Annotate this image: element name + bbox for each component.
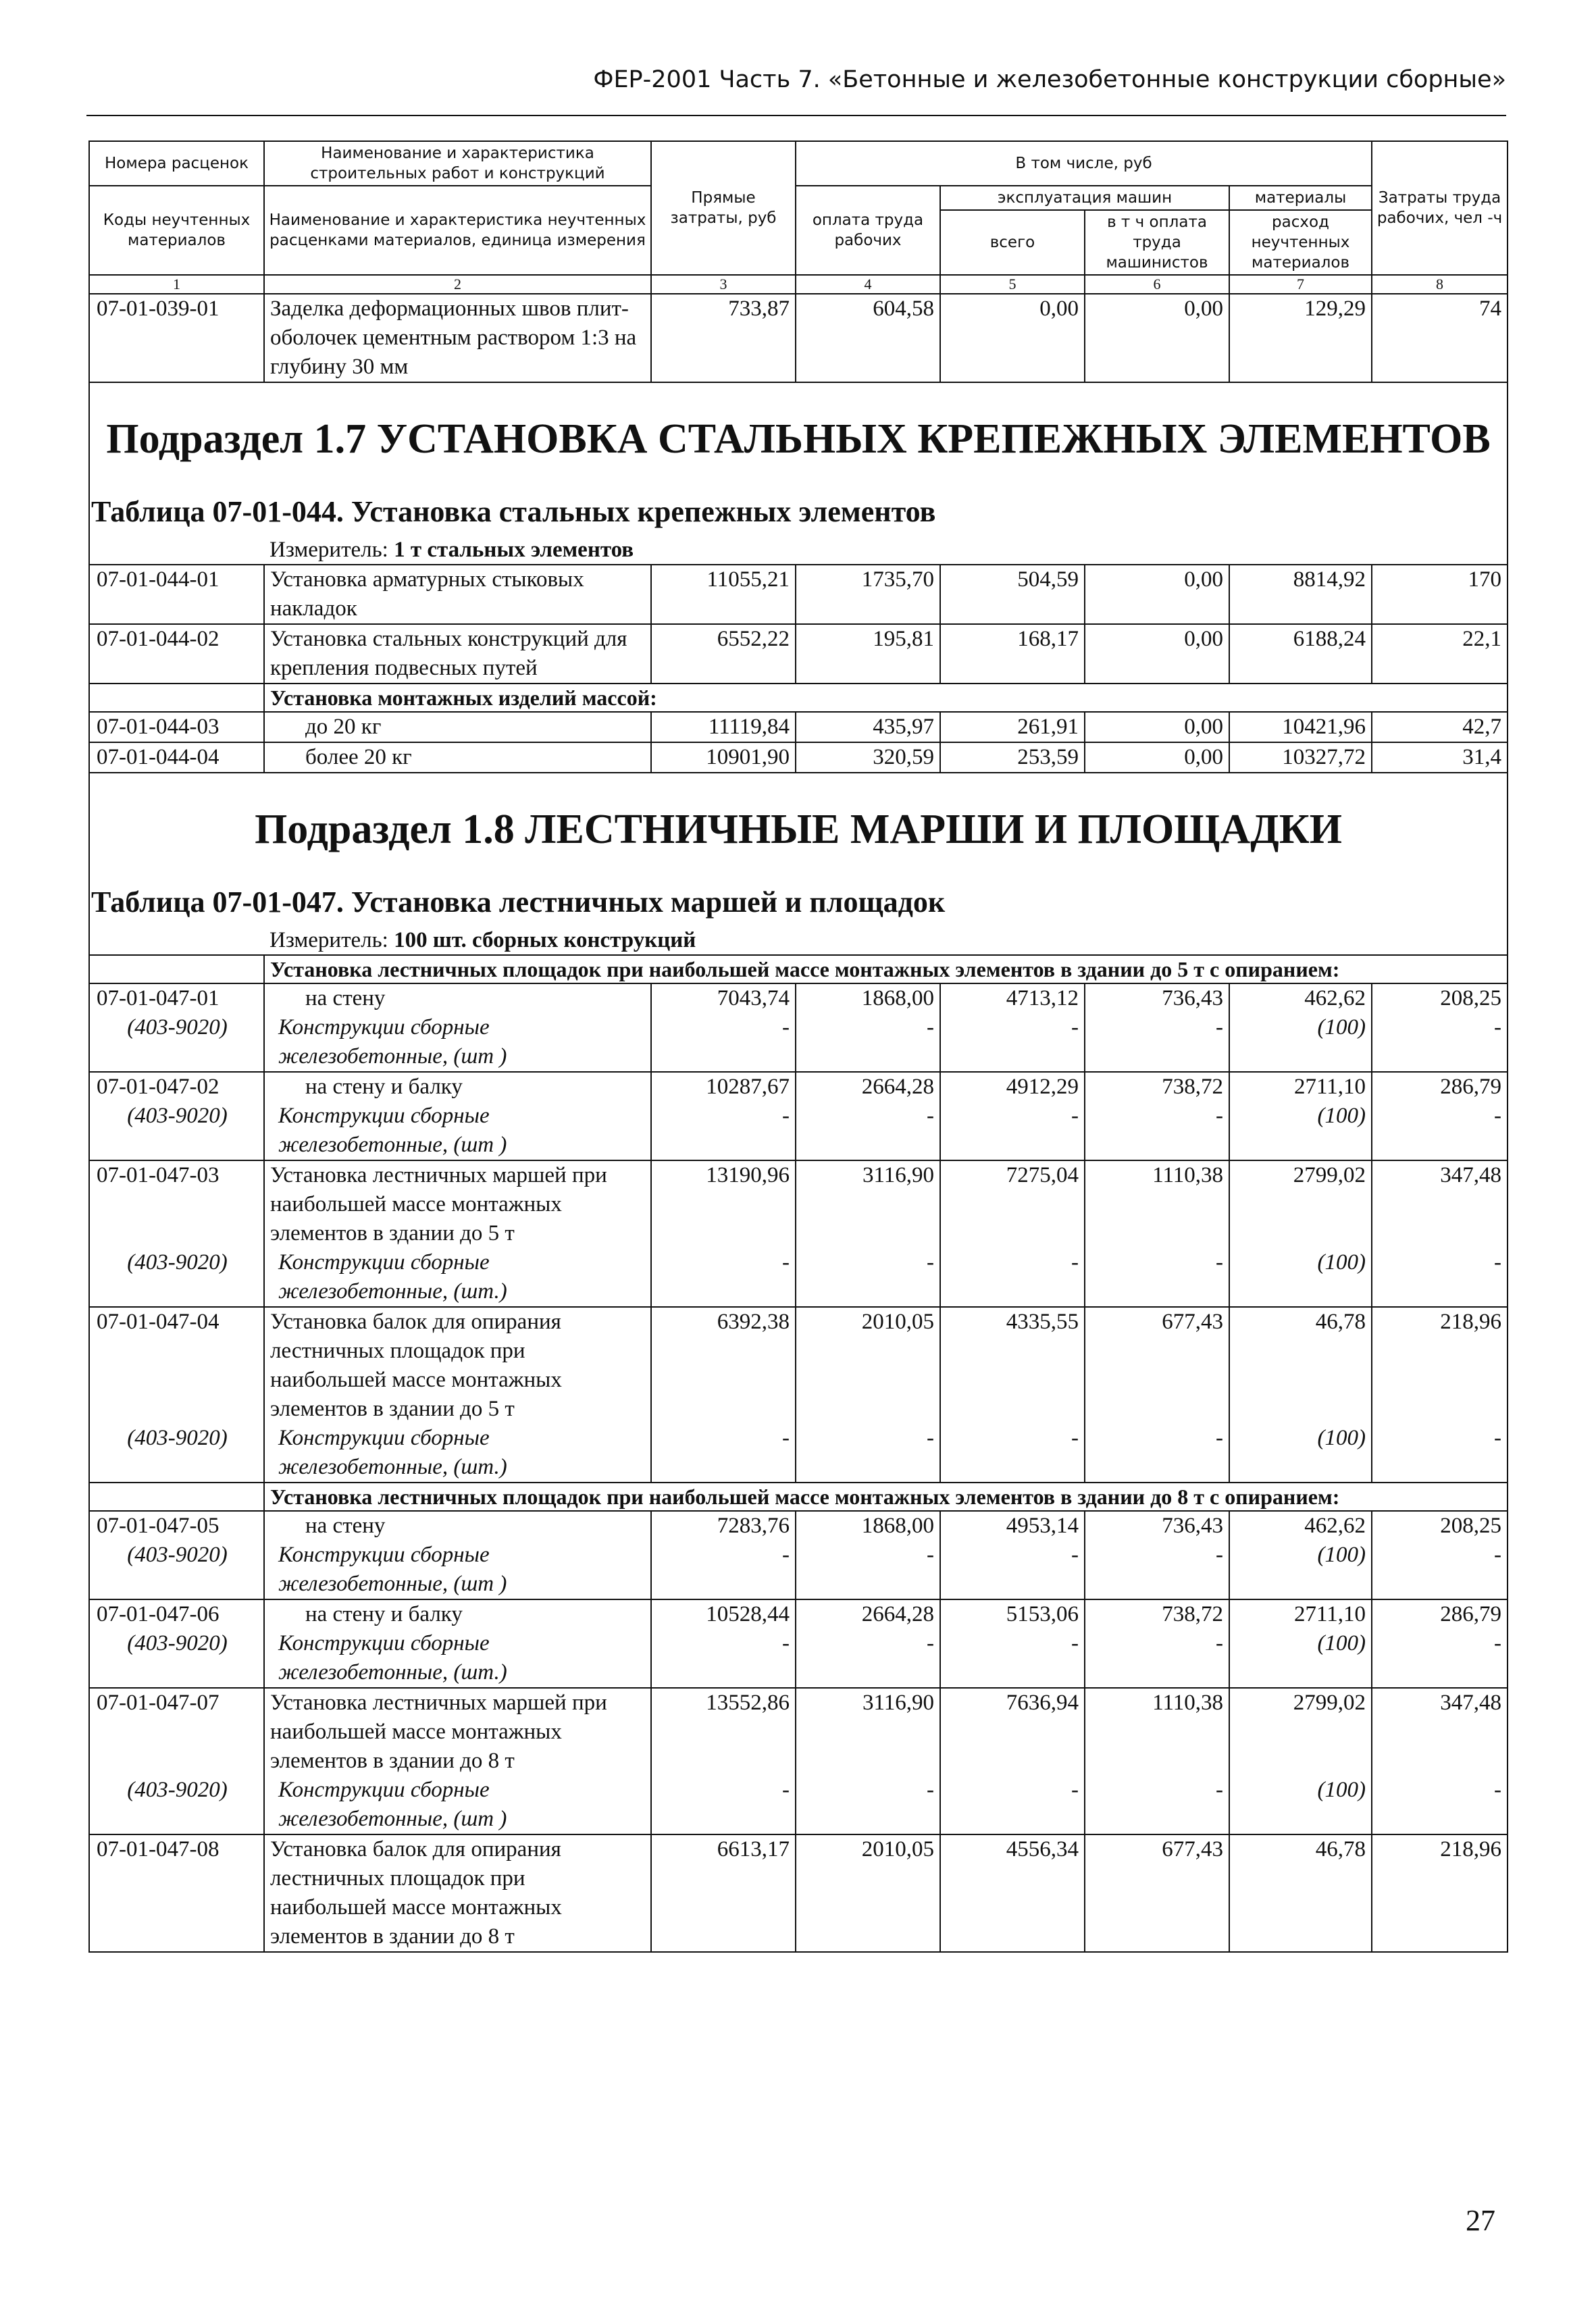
cell-mach-total: 504,59 xyxy=(940,565,1085,624)
cell-labor: 22,1 xyxy=(1372,624,1508,684)
cell-mach-total: 7275,04 xyxy=(940,1160,1085,1248)
cell-mach-pay: 736,43 xyxy=(1085,983,1229,1013)
rate-code: 07-01-047-01 xyxy=(89,983,264,1013)
cell-dash: - xyxy=(1372,1424,1508,1483)
cell-labor: 347,48 xyxy=(1372,1160,1508,1248)
cell-pay: 3116,90 xyxy=(796,1160,940,1248)
cell-dash: - xyxy=(940,1776,1085,1834)
header-row-mid xyxy=(89,186,1508,210)
table-row xyxy=(89,294,1508,382)
table-row xyxy=(89,565,1508,624)
cell-labor: 170 xyxy=(1372,565,1508,624)
rate-name: Установка лестничных маршей при наибольшей массе монтажных элементов в здании до 5 т xyxy=(264,1160,651,1248)
cell-dash: - xyxy=(651,1102,796,1160)
subsection-title: Подраздел 1.7 УСТАНОВКА СТАЛЬНЫХ КРЕПЕЖНЫХ ЭЛЕМЕНТОВ xyxy=(89,382,1508,483)
cell-pay: 2010,05 xyxy=(796,1307,940,1424)
cell-dash: - xyxy=(651,1776,796,1834)
cell-dash: - xyxy=(1372,1248,1508,1307)
cell-pay: 1868,00 xyxy=(796,1511,940,1541)
rate-name: на стену xyxy=(264,983,651,1013)
cell-dash: - xyxy=(796,1013,940,1072)
cell-direct: 11055,21 xyxy=(651,565,796,624)
cell-dash: - xyxy=(1085,1102,1229,1160)
header-materials: материалы xyxy=(1229,186,1372,210)
measure-row xyxy=(89,926,1508,955)
rate-code: 07-01-047-06 xyxy=(89,1599,264,1629)
cell-mach-total: 5153,06 xyxy=(940,1599,1085,1629)
cell-mach-pay: 736,43 xyxy=(1085,1511,1229,1541)
cell-labor: 42,7 xyxy=(1372,712,1508,742)
group-heading-row xyxy=(89,684,1508,712)
cell-direct: 7283,76 xyxy=(651,1511,796,1541)
group-heading: Установка лестничных площадок при наибольшей массе монтажных элементов в здании до 8 т с опиранием: xyxy=(264,1483,1508,1511)
cell-mach-total: 4713,12 xyxy=(940,983,1085,1013)
cell-dash: - xyxy=(940,1424,1085,1483)
cell-pay: 195,81 xyxy=(796,624,940,684)
cell-mach-pay: 0,00 xyxy=(1085,742,1229,773)
header-col2-top: Наименование и характеристика строительных работ и конструкций xyxy=(264,141,651,186)
rate-code: 07-01-047-08 xyxy=(89,1834,264,1952)
cell-dash: - xyxy=(796,1424,940,1483)
cell-labor: 208,25 xyxy=(1372,1511,1508,1541)
cell-mach-total: 4556,34 xyxy=(940,1834,1085,1952)
material-code: (403-9020) xyxy=(89,1013,264,1072)
rate-code: 07-01-044-03 xyxy=(89,712,264,742)
cell-direct: 733,87 xyxy=(651,294,796,382)
cell-labor: 218,96 xyxy=(1372,1307,1508,1424)
header-mach-pay: в т ч оплата труда машинистов xyxy=(1085,210,1229,275)
cell-material-qty: (100) xyxy=(1229,1541,1372,1599)
cell-material-qty: (100) xyxy=(1229,1776,1372,1834)
cell-dash: - xyxy=(796,1248,940,1307)
cell-mach-total: 4335,55 xyxy=(940,1307,1085,1424)
measure xyxy=(264,926,1508,955)
cell-dash: - xyxy=(940,1013,1085,1072)
group-heading-row xyxy=(89,1483,1508,1511)
cell-dash: - xyxy=(796,1102,940,1160)
header-col1-bottom: Коды неучтенных материалов xyxy=(89,186,264,275)
table-row xyxy=(89,1834,1508,1952)
cell-direct: 7043,74 xyxy=(651,983,796,1013)
cell-labor: 218,96 xyxy=(1372,1834,1508,1952)
cell-dash: - xyxy=(1085,1541,1229,1599)
material-name: Конструкции сборные железобетонные, (шт ) xyxy=(264,1013,651,1072)
cell-dash: - xyxy=(1085,1776,1229,1834)
cell-dash: - xyxy=(1372,1776,1508,1834)
cell-mach-pay: 0,00 xyxy=(1085,294,1229,382)
cell-dash: - xyxy=(940,1248,1085,1307)
rate-code: 07-01-044-02 xyxy=(89,624,264,684)
cell-direct: 13552,86 xyxy=(651,1688,796,1776)
material-code: (403-9020) xyxy=(89,1776,264,1834)
rate-name: на стену и балку xyxy=(264,1599,651,1629)
rate-name: Установка лестничных маршей при наибольшей массе монтажных элементов в здании до 8 т xyxy=(264,1688,651,1776)
cell-materials: 462,62 xyxy=(1229,983,1372,1013)
cell-materials: 8814,92 xyxy=(1229,565,1372,624)
header-rule xyxy=(86,115,1506,116)
cell-dash: - xyxy=(1372,1541,1508,1599)
group-heading: Установка монтажных изделий массой: xyxy=(264,684,1508,712)
table-row xyxy=(89,742,1508,773)
cell-dash: - xyxy=(940,1541,1085,1599)
page-number: 27 xyxy=(1466,2204,1495,2237)
rate-code: 07-01-044-01 xyxy=(89,565,264,624)
cell-dash: - xyxy=(651,1424,796,1483)
cell-dash: - xyxy=(1085,1013,1229,1072)
cell-materials: 6188,24 xyxy=(1229,624,1372,684)
header-mat-use: расход неучтенных материалов xyxy=(1229,210,1372,275)
col-number: 4 xyxy=(796,275,940,294)
cell-pay: 435,97 xyxy=(796,712,940,742)
table-row xyxy=(89,1599,1508,1629)
header-row-top xyxy=(89,141,1508,186)
cell-dash: - xyxy=(651,1013,796,1072)
cell-dash: - xyxy=(651,1248,796,1307)
cell-pay: 2664,28 xyxy=(796,1072,940,1102)
cell-direct: 6613,17 xyxy=(651,1834,796,1952)
measure xyxy=(264,536,1508,565)
header-mach-total: всего xyxy=(940,210,1085,275)
cell-pay: 320,59 xyxy=(796,742,940,773)
cell-direct: 10901,90 xyxy=(651,742,796,773)
rate-name: более 20 кг xyxy=(264,742,651,773)
measure-value: 1 т стальных элементов xyxy=(394,538,634,562)
rate-name: Установка арматурных стыковых накладок xyxy=(264,565,651,624)
cell-labor: 208,25 xyxy=(1372,983,1508,1013)
rate-name: Установка стальных конструкций для крепления подвесных путей xyxy=(264,624,651,684)
table-row xyxy=(89,1688,1508,1776)
material-row xyxy=(89,1776,1508,1834)
cell-pay: 2010,05 xyxy=(796,1834,940,1952)
header-labor: Затраты труда рабочих, чел -ч xyxy=(1372,141,1508,275)
cell-mach-pay: 0,00 xyxy=(1085,712,1229,742)
header-numbers-row xyxy=(89,275,1508,294)
table-title: Таблица 07-01-044. Установка стальных крепежных элементов xyxy=(89,483,1508,536)
material-name: Конструкции сборные железобетонные, (шт.) xyxy=(264,1424,651,1483)
cell-labor: 286,79 xyxy=(1372,1072,1508,1102)
subsection-heading-row xyxy=(89,773,1508,873)
cell-materials: 10421,96 xyxy=(1229,712,1372,742)
cell-dash: - xyxy=(1085,1629,1229,1688)
material-code: (403-9020) xyxy=(89,1541,264,1599)
col-number: 5 xyxy=(940,275,1085,294)
cell-mach-pay: 0,00 xyxy=(1085,565,1229,624)
cell-dash: - xyxy=(651,1541,796,1599)
cell-materials: 129,29 xyxy=(1229,294,1372,382)
cell-labor: 347,48 xyxy=(1372,1688,1508,1776)
header-pay: оплата труда рабочих xyxy=(796,186,940,275)
measure-label: Измеритель: xyxy=(269,538,394,562)
cell-dash: - xyxy=(1372,1013,1508,1072)
col-number: 7 xyxy=(1229,275,1372,294)
cell-material-qty: (100) xyxy=(1229,1013,1372,1072)
table-title: Таблица 07-01-047. Установка лестничных маршей и площадок xyxy=(89,873,1508,926)
cell-material-qty: (100) xyxy=(1229,1424,1372,1483)
measure-label: Измеритель: xyxy=(269,928,394,952)
table-row xyxy=(89,1072,1508,1102)
material-code: (403-9020) xyxy=(89,1629,264,1688)
cell-mach-pay: 1110,38 xyxy=(1085,1688,1229,1776)
cell-materials: 46,78 xyxy=(1229,1307,1372,1424)
cell-dash: - xyxy=(796,1541,940,1599)
rate-name: до 20 кг xyxy=(264,712,651,742)
rate-name: на стену xyxy=(264,1511,651,1541)
cell-materials: 462,62 xyxy=(1229,1511,1372,1541)
cell-mach-pay: 738,72 xyxy=(1085,1072,1229,1102)
cell-material-qty: (100) xyxy=(1229,1248,1372,1307)
rate-name: Установка балок для опирания лестничных площадок при наибольшей массе монтажных элементов в здании до 8 т xyxy=(264,1834,651,1952)
cell-direct: 11119,84 xyxy=(651,712,796,742)
rate-code: 07-01-047-05 xyxy=(89,1511,264,1541)
cell-direct: 6552,22 xyxy=(651,624,796,684)
cell-materials: 10327,72 xyxy=(1229,742,1372,773)
cell-pay: 3116,90 xyxy=(796,1688,940,1776)
cell-dash: - xyxy=(940,1102,1085,1160)
subsection-title: Подраздел 1.8 ЛЕСТНИЧНЫЕ МАРШИ И ПЛОЩАДКИ xyxy=(89,773,1508,873)
col-number: 6 xyxy=(1085,275,1229,294)
material-name: Конструкции сборные железобетонные, (шт ) xyxy=(264,1541,651,1599)
table-title-row xyxy=(89,873,1508,926)
cell-material-qty: (100) xyxy=(1229,1629,1372,1688)
measure-row xyxy=(89,536,1508,565)
material-row xyxy=(89,1424,1508,1483)
rate-code: 07-01-039-01 xyxy=(89,294,264,382)
cell-pay: 1735,70 xyxy=(796,565,940,624)
col-number: 2 xyxy=(264,275,651,294)
cell-mach-pay: 677,43 xyxy=(1085,1307,1229,1424)
material-code: (403-9020) xyxy=(89,1424,264,1483)
material-row xyxy=(89,1013,1508,1072)
measure-value: 100 шт. сборных конструкций xyxy=(394,928,696,952)
cell-materials: 2711,10 xyxy=(1229,1072,1372,1102)
header-direct-costs: Прямые затраты, руб xyxy=(651,141,796,275)
cell-mach-total: 4912,29 xyxy=(940,1072,1085,1102)
cell-mach-total: 4953,14 xyxy=(940,1511,1085,1541)
cell-dash: - xyxy=(796,1629,940,1688)
table-row xyxy=(89,624,1508,684)
cell-dash: - xyxy=(1372,1102,1508,1160)
table-row xyxy=(89,1307,1508,1424)
material-row xyxy=(89,1248,1508,1307)
cell-mach-total: 0,00 xyxy=(940,294,1085,382)
cell-mach-pay: 1110,38 xyxy=(1085,1160,1229,1248)
rate-name: на стену и балку xyxy=(264,1072,651,1102)
cell-mach-total: 168,17 xyxy=(940,624,1085,684)
cell-materials: 46,78 xyxy=(1229,1834,1372,1952)
cell-mach-pay: 677,43 xyxy=(1085,1834,1229,1952)
group-heading-row xyxy=(89,955,1508,983)
cell-direct: 6392,38 xyxy=(651,1307,796,1424)
subsection-heading-row xyxy=(89,382,1508,483)
cell-dash: - xyxy=(1372,1629,1508,1688)
cell-direct: 10528,44 xyxy=(651,1599,796,1629)
group-heading: Установка лестничных площадок при наибольшей массе монтажных элементов в здании до 5 т с опиранием: xyxy=(264,955,1508,983)
cell-materials: 2799,02 xyxy=(1229,1160,1372,1248)
material-name: Конструкции сборные железобетонные, (шт ) xyxy=(264,1776,651,1834)
rate-code: 07-01-044-04 xyxy=(89,742,264,773)
rate-code: 07-01-047-04 xyxy=(89,1307,264,1424)
header-col1-top: Номера расценок xyxy=(89,141,264,186)
material-name: Конструкции сборные железобетонные, (шт.) xyxy=(264,1629,651,1688)
cell-dash: - xyxy=(1085,1424,1229,1483)
cell-dash: - xyxy=(1085,1248,1229,1307)
cell-pay: 604,58 xyxy=(796,294,940,382)
rate-code: 07-01-047-02 xyxy=(89,1072,264,1102)
cell-materials: 2711,10 xyxy=(1229,1599,1372,1629)
table-row xyxy=(89,712,1508,742)
cell-pay: 2664,28 xyxy=(796,1599,940,1629)
price-table-page xyxy=(88,140,1507,1953)
table-row xyxy=(89,1511,1508,1541)
col-number: 3 xyxy=(651,275,796,294)
cell-materials: 2799,02 xyxy=(1229,1688,1372,1776)
cell-material-qty: (100) xyxy=(1229,1102,1372,1160)
header-col2-bottom: Наименование и характеристика неучтенных расценками материалов, единица измерения xyxy=(264,186,651,275)
material-code: (403-9020) xyxy=(89,1248,264,1307)
table-row xyxy=(89,983,1508,1013)
cell-mach-total: 7636,94 xyxy=(940,1688,1085,1776)
header-including: В том числе, руб xyxy=(796,141,1372,186)
cell-mach-total: 261,91 xyxy=(940,712,1085,742)
col-number: 1 xyxy=(89,275,264,294)
cell-mach-pay: 0,00 xyxy=(1085,624,1229,684)
rate-name: Установка балок для опирания лестничных площадок при наибольшей массе монтажных элементов в здании до 5 т xyxy=(264,1307,651,1424)
cell-labor: 74 xyxy=(1372,294,1508,382)
material-code: (403-9020) xyxy=(89,1102,264,1160)
price-table xyxy=(88,140,1508,1953)
table-title-row xyxy=(89,483,1508,536)
material-row xyxy=(89,1629,1508,1688)
material-name: Конструкции сборные железобетонные, (шт.) xyxy=(264,1248,651,1307)
cell-labor: 286,79 xyxy=(1372,1599,1508,1629)
cell-direct: 10287,67 xyxy=(651,1072,796,1102)
cell-direct: 13190,96 xyxy=(651,1160,796,1248)
header-machines: эксплуатация машин xyxy=(940,186,1229,210)
cell-dash: - xyxy=(651,1629,796,1688)
cell-dash: - xyxy=(940,1629,1085,1688)
cell-labor: 31,4 xyxy=(1372,742,1508,773)
col-number: 8 xyxy=(1372,275,1508,294)
table-row xyxy=(89,1160,1508,1248)
cell-mach-pay: 738,72 xyxy=(1085,1599,1229,1629)
rate-code: 07-01-047-07 xyxy=(89,1688,264,1776)
cell-pay: 1868,00 xyxy=(796,983,940,1013)
material-row xyxy=(89,1102,1508,1160)
rate-code: 07-01-047-03 xyxy=(89,1160,264,1248)
material-row xyxy=(89,1541,1508,1599)
cell-dash: - xyxy=(796,1776,940,1834)
material-name: Конструкции сборные железобетонные, (шт ) xyxy=(264,1102,651,1160)
cell-mach-total: 253,59 xyxy=(940,742,1085,773)
running-header: ФЕР-2001 Часть 7. «Бетонные и железобетонные конструкции сборные» xyxy=(593,66,1506,93)
rate-name: Заделка деформационных швов плит-оболочек цементным раствором 1:3 на глубину 30 мм xyxy=(264,294,651,382)
